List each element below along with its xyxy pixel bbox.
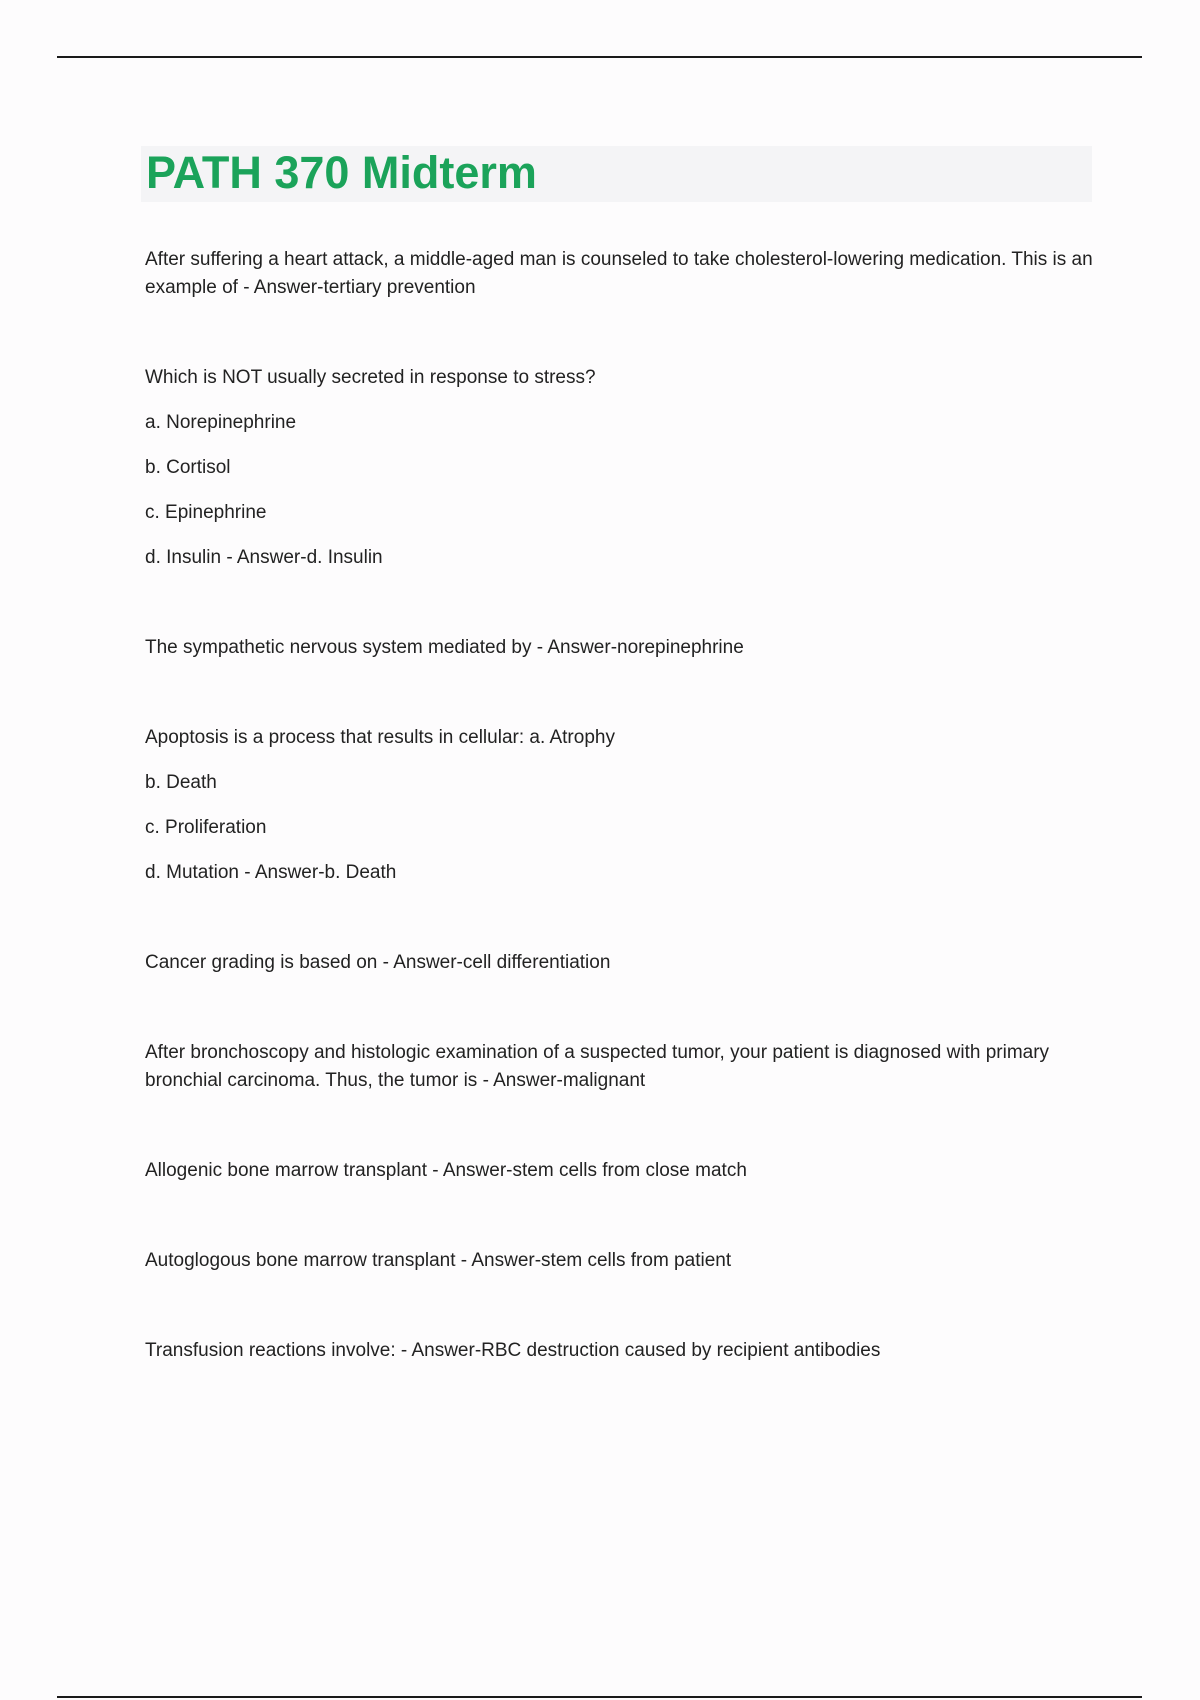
question-text: After bronchoscopy and histologic examination of a suspected tumor, your patient is diagnosed with primary bronchial carcinoma. Thus, the tumor is - Answer-malignant	[145, 1042, 1050, 1091]
answer-option: b. Death	[145, 772, 217, 793]
answer-option: d. Mutation - Answer-b. Death	[145, 862, 397, 883]
question-text: Transfusion reactions involve: - Answer-RBC destruction caused by recipient antibodies	[145, 1340, 881, 1361]
qa-item-2	[145, 364, 1095, 572]
qa-item-1	[145, 246, 1095, 302]
answer-option: b. Cortisol	[145, 457, 231, 478]
qa-item-6	[145, 1039, 1095, 1095]
answer-option: a. Norepinephrine	[145, 412, 297, 433]
question-text: Autoglogous bone marrow transplant - Answer-stem cells from patient	[145, 1250, 732, 1271]
qa-list	[145, 246, 1095, 1427]
qa-item-4	[145, 724, 1095, 887]
answer-option: c. Epinephrine	[145, 502, 267, 523]
question-text: Which is NOT usually secreted in response to stress?	[145, 367, 596, 388]
answer-option: d. Insulin - Answer-d. Insulin	[145, 547, 383, 568]
answer-option: c. Proliferation	[145, 817, 267, 838]
qa-item-8	[145, 1247, 1095, 1275]
question-text: Apoptosis is a process that results in cellular: a. Atrophy	[145, 727, 615, 748]
footer-rule	[57, 1696, 1142, 1698]
question-text: After suffering a heart attack, a middle-aged man is counseled to take cholesterol-lowering medication. This is an example of - Answer-tertiary prevention	[145, 249, 1093, 298]
qa-item-9	[145, 1337, 1095, 1365]
qa-item-5	[145, 949, 1095, 977]
qa-item-7	[145, 1157, 1095, 1185]
question-text: The sympathetic nervous system mediated by - Answer-norepinephrine	[145, 637, 744, 658]
question-text: Cancer grading is based on - Answer-cell differentiation	[145, 952, 611, 973]
qa-item-3	[145, 634, 1095, 662]
document-title: PATH 370 Midterm	[146, 147, 537, 198]
header-rule	[57, 56, 1142, 58]
question-text: Allogenic bone marrow transplant - Answer-stem cells from close match	[145, 1160, 747, 1181]
